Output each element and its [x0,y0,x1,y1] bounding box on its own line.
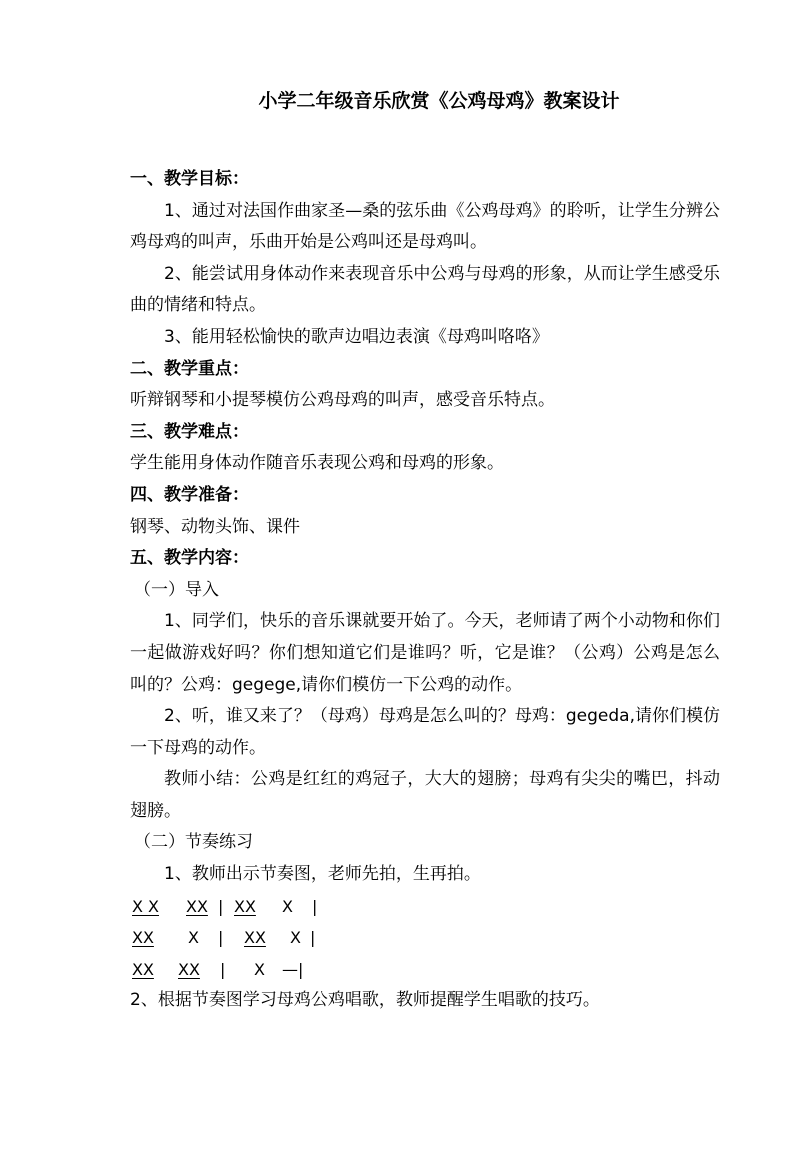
rhythm-note: X [282,896,293,916]
section-heading-difficulty: 三、教学难点： [130,421,249,442]
section-heading-goals: 一、教学目标： [130,169,249,189]
document-title: 小学二年级音乐欣赏《公鸡母鸡》教案设计 [258,90,620,112]
rhythm-paragraph-2: 2、根据节奏图学习母鸡公鸡唱歌，教师提醒学生唱歌的技巧。 [130,990,600,1011]
intro-paragraph-1: 1、同学们，快乐的音乐课就要开始了。今天，老师请了两个小动物和你们一起做游戏好吗？你们想知道它们是谁吗？听，它是谁？（公鸡）公鸡是怎么叫的？公鸡：gegege,请你们模仿一下公鸡的动作。 [130,611,720,695]
rhythm-note: XX [178,959,200,979]
rhythm-note: X X [132,896,160,916]
rhythm-note: XX [186,896,208,916]
intro-paragraph-2: 2、听，谁又来了？（母鸡）母鸡是怎么叫的？母鸡：gegeda,请你们模仿一下母鸡的动作。 [130,706,720,758]
rhythm-note: X [254,959,265,979]
rhythm-row-3 [130,954,720,986]
rhythm-barline: | [220,959,226,979]
rhythm-note: XX [132,928,154,948]
section-heading-key: 二、教学重点： [130,358,249,379]
rhythm-row-1 [130,891,720,923]
rhythm-note: XX [244,928,266,948]
document-body [130,164,720,1017]
rhythm-note: X [290,928,301,948]
subsection-heading-intro: （一）导入 [134,579,219,600]
key-text: 听辩钢琴和小提琴模仿公鸡母鸡的叫声，感受音乐特点。 [130,390,555,411]
rhythm-paragraph-1: 1、教师出示节奏图，老师先拍，生再拍。 [164,864,481,885]
rhythm-note: X [188,928,199,948]
section-heading-prep: 四、教学准备： [130,484,249,505]
difficulty-text: 学生能用身体动作随音乐表现公鸡和母鸡的形象。 [130,453,504,474]
goal-item-1: 1、通过对法国作曲家圣—桑的弦乐曲《公鸡母鸡》的聆听，让学生分辨公鸡母鸡的叫声，乐曲开始是公鸡叫还是母鸡叫。 [130,200,720,253]
prep-text: 钢琴、动物头饰、课件 [130,516,300,537]
rhythm-note: XX [132,959,154,979]
rhythm-final-barline: —| [282,959,304,979]
rhythm-note: XX [234,896,256,916]
teacher-summary: 教师小结：公鸡是红红的鸡冠子，大大的翅膀；母鸡有尖尖的嘴巴，抖动翅膀。 [130,769,720,821]
subsection-heading-rhythm: （二）节奏练习 [134,832,253,853]
section-heading-content: 五、教学内容： [130,548,249,569]
goal-item-3: 3、能用轻松愉快的歌声边唱边表演《母鸡叫咯咯》 [164,326,549,347]
rhythm-barline: | [312,896,318,916]
rhythm-barline: | [218,928,224,948]
rhythm-barline: | [310,928,316,948]
rhythm-barline: | [218,896,224,916]
rhythm-row-2 [130,922,720,954]
goal-item-2: 2、能尝试用身体动作来表现音乐中公鸡与母鸡的形象，从而让学生感受乐曲的情绪和特点。 [130,263,720,316]
